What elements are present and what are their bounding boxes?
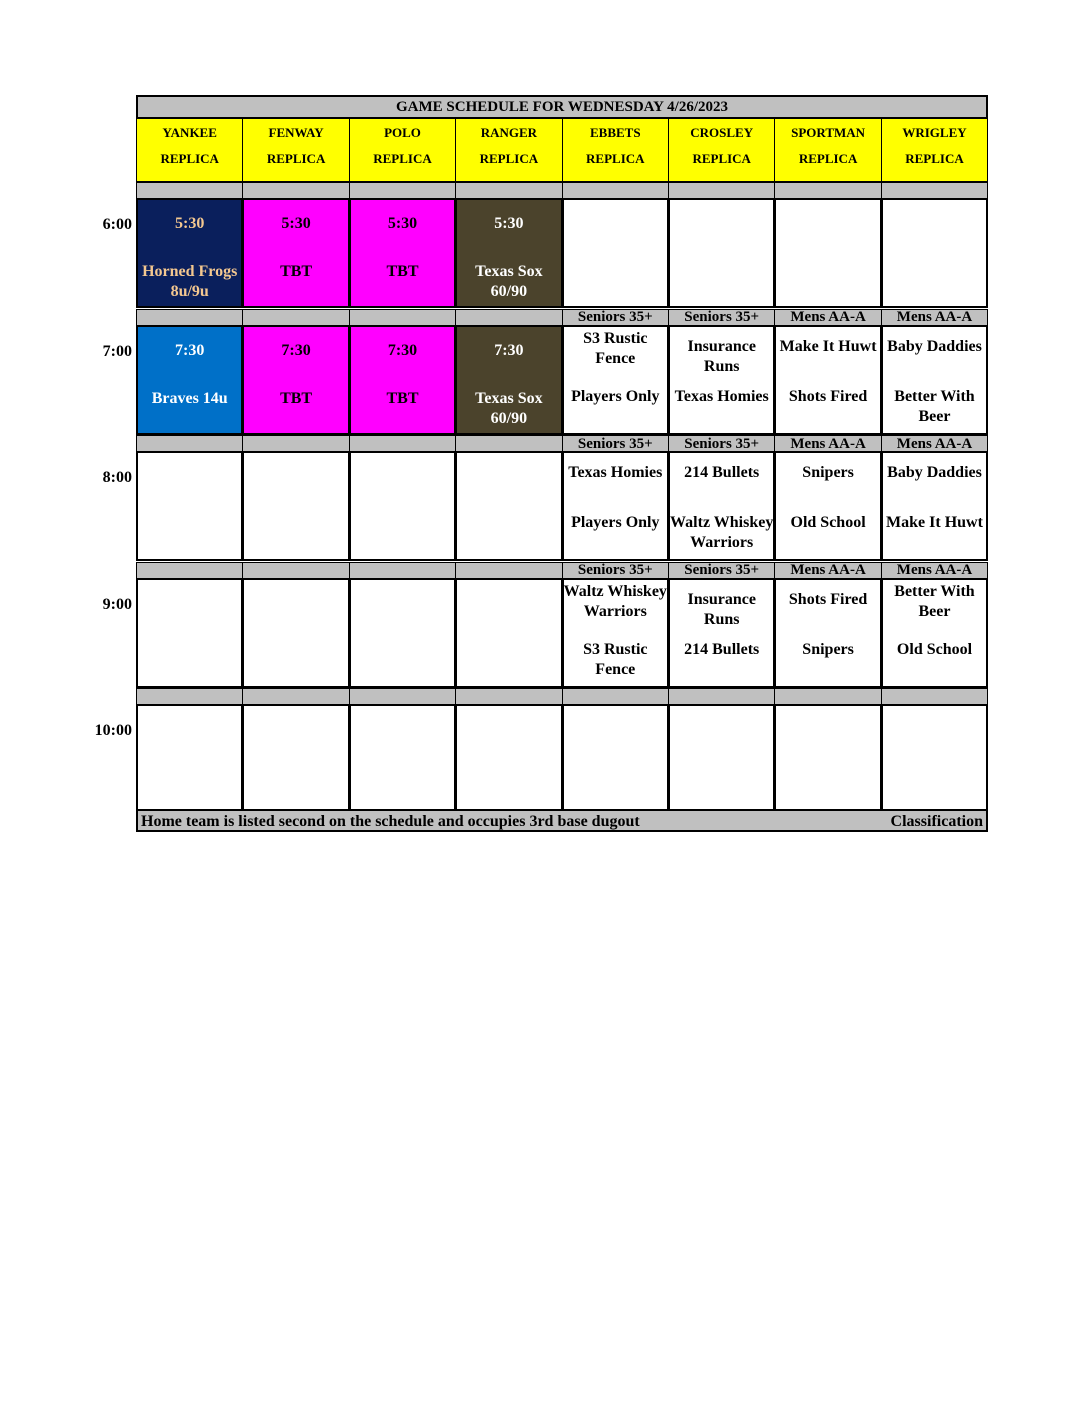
time-label: 8:00 — [102, 469, 132, 486]
slot-top: 7:30 — [175, 341, 205, 359]
slot-top: 214 Bullets — [684, 464, 760, 481]
division-label — [349, 688, 456, 705]
slot-top: Baby Daddies — [887, 337, 982, 355]
slot-top: Make It Huwt — [779, 337, 877, 355]
game-slot — [668, 325, 775, 435]
game-slot — [349, 704, 456, 814]
slot-bottom: Shots Fired — [788, 387, 868, 405]
slot-bottom: 214 Bullets — [684, 640, 760, 658]
field-sub: REPLICA — [479, 151, 539, 166]
slot-bottom: TBT — [386, 263, 419, 280]
field-header-fenway — [242, 118, 349, 182]
division-label — [668, 182, 775, 199]
slot-top: Snipers — [802, 464, 854, 481]
game-slot — [455, 578, 562, 688]
division-label — [136, 182, 243, 199]
slot-top: 5:30 — [387, 215, 418, 232]
field-sub: REPLICA — [798, 151, 858, 166]
division-label: Seniors 35+ — [668, 562, 775, 579]
division-label: Mens AA-A — [881, 435, 988, 452]
division-label — [455, 182, 562, 199]
division-label — [349, 435, 456, 452]
slot-top: 7:30 — [387, 341, 418, 359]
division-label — [136, 562, 243, 579]
slot-top: S3 Rustic Fence — [583, 329, 648, 367]
division-label: Seniors 35+ — [562, 309, 669, 326]
division-label — [774, 182, 881, 199]
slot-top: 5:30 — [281, 215, 311, 232]
slot-top: 7:30 — [281, 341, 311, 359]
game-slot — [668, 451, 775, 561]
division-label: Mens AA-A — [881, 562, 988, 579]
field-header-sportman — [774, 118, 881, 182]
game-slot — [668, 578, 775, 688]
footer-classification: Classification — [890, 813, 983, 830]
game-slot — [774, 325, 881, 435]
schedule-title: GAME SCHEDULE FOR WEDNESDAY 4/26/2023 — [136, 95, 988, 119]
footer-note: Home team is listed second on the schedule and occupies 3rd base dugout — [141, 813, 640, 830]
slot-bottom: Texas Sox 60/90 — [475, 263, 543, 300]
division-label — [136, 435, 243, 452]
slot-top: 7:30 — [494, 341, 524, 359]
division-label — [881, 688, 988, 705]
field-name: YANKEE — [162, 125, 217, 140]
game-slot — [562, 578, 669, 688]
field-sub: REPLICA — [160, 151, 219, 166]
game-slot — [881, 325, 988, 435]
slot-bottom: Better With Beer — [894, 387, 975, 425]
game-slot — [881, 578, 988, 688]
game-slot — [242, 578, 349, 688]
field-header-polo — [349, 118, 456, 182]
division-label — [774, 688, 881, 705]
game-slot — [668, 704, 775, 814]
field-header-wrigley — [881, 118, 988, 182]
field-sub: REPLICA — [905, 151, 964, 166]
slot-bottom: TBT — [280, 389, 313, 407]
game-slot — [881, 704, 988, 814]
division-label — [242, 688, 349, 705]
division-label — [242, 182, 349, 199]
slot-top: 5:30 — [494, 215, 524, 232]
field-name: RANGER — [480, 125, 538, 140]
field-sub: REPLICA — [692, 151, 751, 166]
slot-bottom: Horned Frogs 8u/9u — [142, 263, 238, 300]
game-slot — [242, 325, 349, 435]
game-slot — [774, 451, 881, 561]
field-name: EBBETS — [589, 125, 641, 140]
field-header-ebbets — [562, 118, 669, 182]
slot-bottom: S3 Rustic Fence — [583, 640, 648, 678]
division-label: Mens AA-A — [774, 562, 881, 579]
field-header-ranger — [455, 118, 562, 182]
field-header-crosley — [668, 118, 775, 182]
slot-bottom: Braves 14u — [151, 389, 228, 407]
game-slot — [668, 198, 775, 308]
game-slot — [562, 451, 669, 561]
field-sub: REPLICA — [373, 151, 432, 166]
division-label: Seniors 35+ — [562, 435, 669, 452]
division-label — [668, 688, 775, 705]
time-label: 7:00 — [102, 342, 132, 360]
game-slot — [349, 451, 456, 561]
game-slot — [349, 198, 456, 308]
game-slot — [136, 451, 243, 561]
division-label — [455, 309, 562, 326]
game-slot — [562, 198, 669, 308]
slot-bottom: Players Only — [571, 387, 660, 405]
time-label: 10:00 — [94, 722, 132, 739]
slot-bottom: Make It Huwt — [886, 514, 983, 531]
slot-top: Texas Homies — [568, 464, 663, 481]
time-label: 6:00 — [102, 216, 132, 233]
slot-bottom: Snipers — [802, 640, 854, 658]
game-slot — [242, 198, 349, 308]
field-name: POLO — [384, 125, 421, 140]
game-slot — [455, 704, 562, 814]
slot-bottom: Old School — [790, 514, 866, 531]
game-slot — [136, 704, 243, 814]
field-sub: REPLICA — [266, 151, 326, 166]
slot-bottom: TBT — [386, 389, 419, 407]
game-slot — [136, 578, 243, 688]
division-label — [455, 688, 562, 705]
schedule-footer — [136, 809, 988, 832]
game-slot — [774, 578, 881, 688]
division-label — [455, 562, 562, 579]
game-slot — [455, 325, 562, 435]
slot-top: Shots Fired — [788, 590, 868, 608]
slot-bottom: Players Only — [571, 514, 660, 531]
slot-top: Baby Daddies — [887, 464, 982, 481]
game-slot — [455, 451, 562, 561]
game-slot — [774, 704, 881, 814]
field-name: FENWAY — [268, 125, 324, 140]
division-label — [562, 688, 669, 705]
division-label — [349, 309, 456, 326]
division-label — [349, 562, 456, 579]
game-slot — [455, 198, 562, 308]
slot-top: Insurance Runs — [687, 337, 756, 375]
division-label: Mens AA-A — [774, 309, 881, 326]
division-label — [136, 309, 243, 326]
slot-bottom: Texas Sox 60/90 — [475, 389, 543, 427]
field-header-yankee — [136, 118, 243, 182]
game-slot — [349, 578, 456, 688]
division-label — [881, 182, 988, 199]
division-label — [242, 309, 349, 326]
game-slot — [562, 704, 669, 814]
field-sub: REPLICA — [586, 151, 645, 166]
game-slot — [136, 198, 243, 308]
game-slot — [881, 451, 988, 561]
division-label — [242, 562, 349, 579]
game-slot — [136, 325, 243, 435]
division-label — [455, 435, 562, 452]
time-label: 9:00 — [102, 595, 132, 613]
slot-top: Waltz Whiskey Warriors — [563, 582, 667, 620]
game-slot — [349, 325, 456, 435]
slot-bottom: TBT — [280, 263, 313, 280]
division-label: Seniors 35+ — [668, 309, 775, 326]
division-label: Seniors 35+ — [668, 435, 775, 452]
slot-top: 5:30 — [175, 215, 205, 232]
field-name: SPORTMAN — [791, 125, 866, 140]
slot-bottom: Waltz Whiskey Warriors — [670, 514, 774, 551]
division-label — [242, 435, 349, 452]
division-label: Mens AA-A — [774, 435, 881, 452]
field-name: CROSLEY — [690, 125, 754, 140]
slot-top: Insurance Runs — [687, 590, 756, 628]
slot-bottom: Texas Homies — [674, 387, 769, 405]
field-name: WRIGLEY — [902, 125, 967, 140]
division-label — [136, 688, 243, 705]
game-slot — [242, 451, 349, 561]
game-slot — [881, 198, 988, 308]
division-label: Mens AA-A — [881, 309, 988, 326]
game-slot — [774, 198, 881, 308]
division-label — [562, 182, 669, 199]
division-label — [349, 182, 456, 199]
slot-bottom: Old School — [896, 640, 973, 658]
division-label: Seniors 35+ — [562, 562, 669, 579]
slot-top: Better With Beer — [894, 582, 975, 620]
game-slot — [562, 325, 669, 435]
game-slot — [242, 704, 349, 814]
